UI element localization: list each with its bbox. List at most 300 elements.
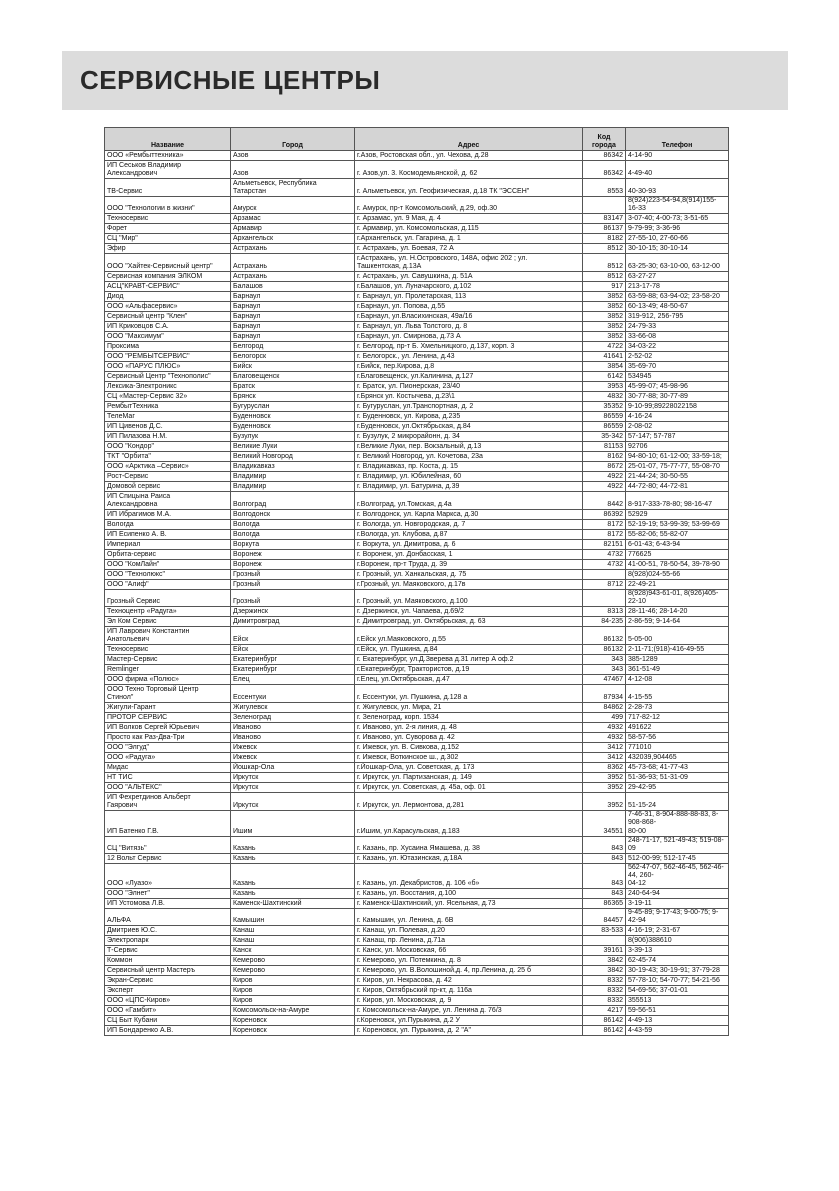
cell-name: Лексика-Электроникс [105, 382, 231, 392]
cell-city: Великий Новгород [231, 452, 355, 462]
table-row [105, 312, 729, 322]
cell-address: г. Камышин, ул. Ленина, д. 6В [355, 909, 583, 926]
cell-address: г. Астрахань, ул. Савушкина, д. 51А [355, 272, 583, 282]
cell-city: Владимир [231, 472, 355, 482]
table-row [105, 936, 729, 946]
cell-address: г. Бугуруслан, ул.Транспортная, д. 2 [355, 402, 583, 412]
table-row [105, 743, 729, 753]
cell-name: СЦ Быт Кубани [105, 1016, 231, 1026]
cell-address: г.Архангельск, ул. Гагарина, д. 1 [355, 234, 583, 244]
cell-name: ИП Бондаренко А.В. [105, 1026, 231, 1036]
cell-name: АЛЬФА [105, 909, 231, 926]
cell-address: г. Буденновск, ул. Кирова, д.235 [355, 412, 583, 422]
table-row [105, 322, 729, 332]
cell-address: г. Владимир, ул. Батурина, д.39 [355, 482, 583, 492]
cell-address: г. Казань, ул. Восстания, д.100 [355, 889, 583, 899]
cell-name: Эксперт [105, 986, 231, 996]
cell-city: Грозный [231, 580, 355, 590]
cell-name: Remlinger [105, 665, 231, 675]
cell-city: Елец [231, 675, 355, 685]
cell-city-code: 8512 [583, 244, 626, 254]
cell-city: Канск [231, 946, 355, 956]
cell-city: Бийск [231, 362, 355, 372]
cell-address: г.Вологда, ул. Клубова, д.87 [355, 530, 583, 540]
cell-city-code: 86392 [583, 510, 626, 520]
cell-city: Кемерово [231, 966, 355, 976]
table-row [105, 853, 729, 863]
cell-address: г. Вологда, ул. Новгородская, д. 7 [355, 520, 583, 530]
cell-phone: 2-08-02 [626, 422, 729, 432]
cell-name: ООО "Максимум" [105, 332, 231, 342]
table-row [105, 442, 729, 452]
cell-city: Киров [231, 976, 355, 986]
cell-city: Ишим [231, 811, 355, 836]
cell-city-code: 86142 [583, 1026, 626, 1036]
cell-address: г. Грозный, ул. Маяковского, д.100 [355, 590, 583, 607]
cell-city-code: 82151 [583, 540, 626, 550]
table-row [105, 161, 729, 179]
cell-phone: 8(906)388610 [626, 936, 729, 946]
table-row [105, 422, 729, 432]
cell-name: ИП Цивенов Д.С. [105, 422, 231, 432]
cell-phone: 27-55-10, 27-60-66 [626, 234, 729, 244]
cell-address: г. Грозный, ул. Ханкальская, д. 75 [355, 570, 583, 580]
cell-city: Вологда [231, 520, 355, 530]
table-row [105, 472, 729, 482]
cell-city-code: 8672 [583, 462, 626, 472]
cell-city-code: 8172 [583, 530, 626, 540]
table-row [105, 372, 729, 382]
cell-name: Экран-Сервис [105, 976, 231, 986]
cell-city: Камышин [231, 909, 355, 926]
cell-address: г. Барнаул, ул. Льва Толстого, д. 8 [355, 322, 583, 332]
table-row [105, 254, 729, 272]
cell-name: ПРОТОР СЕРВИС [105, 713, 231, 723]
cell-phone: 34-03-22 [626, 342, 729, 352]
cell-address: г. Ижевск, Воткинское ш., д.302 [355, 753, 583, 763]
cell-phone: 776625 [626, 550, 729, 560]
cell-city-code: 8712 [583, 580, 626, 590]
cell-phone: 30-77-88; 30-77-89 [626, 392, 729, 402]
cell-address: г. Волгодонск, ул. Карла Маркса, д.30 [355, 510, 583, 520]
cell-city-code: 86559 [583, 422, 626, 432]
cell-city-code: 3854 [583, 362, 626, 372]
cell-address: г. Каменск-Шахтинский, ул. Ясельная, д.73 [355, 899, 583, 909]
cell-city-code: 86559 [583, 412, 626, 422]
cell-city: Екатеринбург [231, 655, 355, 665]
cell-city: Грозный [231, 590, 355, 607]
table-row [105, 492, 729, 510]
cell-city: Канаш [231, 936, 355, 946]
cell-city: Азов [231, 151, 355, 161]
cell-phone: 54-69-56; 37-01-01 [626, 986, 729, 996]
table-row [105, 580, 729, 590]
cell-city-code: 8182 [583, 234, 626, 244]
cell-city: Барнаул [231, 322, 355, 332]
cell-phone: 94-80-10; 61-12-00; 33-59-18; [626, 452, 729, 462]
cell-address: г. Иркутск, ул. Партизанская, д. 149 [355, 773, 583, 783]
cell-phone: 355513 [626, 996, 729, 1006]
cell-city-code: 84-235 [583, 617, 626, 627]
cell-city-code: 81153 [583, 442, 626, 452]
cell-address: г.Воронеж, пр-т Труда, д. 39 [355, 560, 583, 570]
cell-phone: 57-78-10; 54-70-77; 54-21-56 [626, 976, 729, 986]
cell-name: ООО "Кондор" [105, 442, 231, 452]
cell-phone: 7-46-31, 8-904-888-88-83, 8-908-868- 80-00 [626, 811, 729, 836]
table-row [105, 665, 729, 675]
cell-city: Благовещенск [231, 372, 355, 382]
cell-phone: 63-59-88; 63-94-02; 23-58-20 [626, 292, 729, 302]
cell-address: г.Барнаул, ул. Попова, д.55 [355, 302, 583, 312]
cell-name: НТ ТИС [105, 773, 231, 783]
table-row [105, 976, 729, 986]
cell-name: Эфир [105, 244, 231, 254]
cell-phone: 52-19-19; 53-99-39; 53-99-69 [626, 520, 729, 530]
cell-name: Просто как Раз-Два-Три [105, 733, 231, 743]
cell-phone: 4-15-55 [626, 685, 729, 703]
cell-phone: 240-64-94 [626, 889, 729, 899]
cell-city-code: 35-342 [583, 432, 626, 442]
cell-phone: 44-72-80; 44-72-81 [626, 482, 729, 492]
cell-address: г. Владикавказ, пр. Коста, д. 15 [355, 462, 583, 472]
cell-phone: 30-10-15; 30-10-14 [626, 244, 729, 254]
table-row [105, 793, 729, 811]
cell-address: г. Казань, ул. Ютазинская, д.18А [355, 853, 583, 863]
cell-city-code [583, 590, 626, 607]
cell-phone: 35-69-70 [626, 362, 729, 372]
cell-city: Братск [231, 382, 355, 392]
cell-name: Сервисный Центр "Технополис" [105, 372, 231, 382]
cell-city: Архангельск [231, 234, 355, 244]
cell-city-code: 47467 [583, 675, 626, 685]
cell-phone: 29-42-95 [626, 783, 729, 793]
table-row [105, 282, 729, 292]
cell-phone: 9-79-99; 3-36-96 [626, 224, 729, 234]
cell-city-code: 4722 [583, 342, 626, 352]
table-row [105, 986, 729, 996]
table-row [105, 1006, 729, 1016]
cell-phone: 62-45-74 [626, 956, 729, 966]
cell-name: ООО "Элгуд" [105, 743, 231, 753]
cell-address: г. Канаш, пр. Ленина, д.71а [355, 936, 583, 946]
cell-address: г.Балашов, ул. Луначарского, д.102 [355, 282, 583, 292]
table-row [105, 675, 729, 685]
column-header-address: Адрес [355, 128, 583, 151]
table-row [105, 520, 729, 530]
cell-name: ТКТ "Орбита" [105, 452, 231, 462]
cell-city-code: 843 [583, 836, 626, 853]
cell-phone: 2-11-71;(918)-416-49-55 [626, 645, 729, 655]
cell-address: г.Благовещенск, ул.Калинина, д.127 [355, 372, 583, 382]
cell-phone: 58-57-56 [626, 733, 729, 743]
table-row [105, 272, 729, 282]
cell-phone: 512-00-99; 512-17-45 [626, 853, 729, 863]
cell-city: Великие Луки [231, 442, 355, 452]
cell-phone: 24-79-33 [626, 322, 729, 332]
cell-phone: 361-51-49 [626, 665, 729, 675]
cell-address: г. Жигулевск, ул. Мира, 21 [355, 703, 583, 713]
cell-phone: 9-10-99;89228022158 [626, 402, 729, 412]
cell-city-code: 3852 [583, 302, 626, 312]
table-row [105, 179, 729, 197]
cell-city-code: 4932 [583, 733, 626, 743]
cell-address: г.Ейск ул.Маяковского, д.55 [355, 627, 583, 645]
table-row [105, 645, 729, 655]
cell-name: Диод [105, 292, 231, 302]
table-row [105, 292, 729, 302]
cell-address: г. Белогорск., ул. Ленина, д.43 [355, 352, 583, 362]
table-row [105, 530, 729, 540]
cell-address: г. Иркутск, ул. Советская, д. 45а, оф. 01 [355, 783, 583, 793]
cell-city-code: 8332 [583, 976, 626, 986]
cell-city-code: 3412 [583, 743, 626, 753]
cell-address: г. Астрахань, ул. Боевая, 72 А [355, 244, 583, 254]
cell-name: ООО «Луазо» [105, 863, 231, 888]
cell-name: Техноцентр «Радуга» [105, 607, 231, 617]
cell-city: Владикавказ [231, 462, 355, 472]
cell-address: г. Братск, ул. Пионерская, 23/40 [355, 382, 583, 392]
table-row [105, 763, 729, 773]
cell-phone: 52929 [626, 510, 729, 520]
cell-city: Казань [231, 853, 355, 863]
cell-city: Иркутск [231, 793, 355, 811]
cell-city-code: 8362 [583, 763, 626, 773]
cell-city: Ейск [231, 645, 355, 655]
cell-phone: 771010 [626, 743, 729, 753]
cell-phone: 60-13-49; 48-50-67 [626, 302, 729, 312]
cell-city-code: 8313 [583, 607, 626, 617]
cell-address: г.Буденновск, ул.Октябрьская, д.84 [355, 422, 583, 432]
cell-city: Ессентуки [231, 685, 355, 703]
table-row [105, 836, 729, 853]
table-row [105, 655, 729, 665]
table-row [105, 382, 729, 392]
table-row [105, 713, 729, 723]
cell-address: г.Барнаул, ул.Власихинская, 49а/16 [355, 312, 583, 322]
cell-phone: 51-15-24 [626, 793, 729, 811]
cell-name: Орбита-сервис [105, 550, 231, 560]
cell-city: Буденновск [231, 422, 355, 432]
cell-phone: 9-45-89; 9-17-43; 9-00-75; 9-42-94 [626, 909, 729, 926]
column-header-name: Название [105, 128, 231, 151]
cell-city-code: 84457 [583, 909, 626, 926]
cell-phone: 8(928)943-61-01, 8(926)405-22-10 [626, 590, 729, 607]
cell-phone: 8(924)223-54-94,8(914)155-16-33 [626, 197, 729, 214]
cell-city-code: 84862 [583, 703, 626, 713]
cell-city: Димитровград [231, 617, 355, 627]
cell-city: Владимир [231, 482, 355, 492]
table-row [105, 560, 729, 570]
cell-address: г. Комсомольск-на-Амуре, ул. Ленина д. 76/3 [355, 1006, 583, 1016]
cell-city: Воркута [231, 540, 355, 550]
cell-address: г. Кореновск, ул. Пурыкина, д. 2 "А" [355, 1026, 583, 1036]
cell-name: СЦ «Мастер-Сервис 32» [105, 392, 231, 402]
cell-city-code: 3852 [583, 332, 626, 342]
cell-name: ООО Техно Торговый Центр Стинол" [105, 685, 231, 703]
table-row [105, 352, 729, 362]
table-row [105, 432, 729, 442]
table-row [105, 392, 729, 402]
cell-address: г. Азов,ул. 3. Космодемьянской, д. 62 [355, 161, 583, 179]
cell-name: ИП Криковцов С.А. [105, 322, 231, 332]
cell-city-code: 86342 [583, 151, 626, 161]
page-header-banner [62, 51, 788, 110]
cell-city-code: 86365 [583, 899, 626, 909]
cell-city: Иваново [231, 733, 355, 743]
cell-name: ИП Пилазова Н.М. [105, 432, 231, 442]
cell-city-code: 34551 [583, 811, 626, 836]
cell-city-code: 499 [583, 713, 626, 723]
cell-city: Дзержинск [231, 607, 355, 617]
cell-city: Ижевск [231, 743, 355, 753]
cell-name: Техносервис [105, 645, 231, 655]
cell-city: Азов [231, 161, 355, 179]
cell-name: ООО «Радуга» [105, 753, 231, 763]
cell-phone: 4-16-19; 2-31-67 [626, 926, 729, 936]
cell-address: г. Канск, ул. Московская, 66 [355, 946, 583, 956]
cell-city: Армавир [231, 224, 355, 234]
cell-city-code: 8553 [583, 179, 626, 197]
cell-city: Волгодонск [231, 510, 355, 520]
table-row [105, 244, 729, 254]
table-row [105, 482, 729, 492]
cell-phone: 491622 [626, 723, 729, 733]
service-centers-table [104, 127, 729, 1036]
cell-phone: 8(928)024-55-66 [626, 570, 729, 580]
table-row [105, 733, 729, 743]
cell-city: Буденновск [231, 412, 355, 422]
cell-name: ООО "Элнет" [105, 889, 231, 899]
cell-city: Иваново [231, 723, 355, 733]
cell-city: Амурск [231, 197, 355, 214]
cell-address: г. Белгород, пр-т Б. Хмельницкого, д.137, корп. 3 [355, 342, 583, 352]
table-row [105, 956, 729, 966]
cell-city: Ейск [231, 627, 355, 645]
cell-name: ИП Спицына Раиса Александровна [105, 492, 231, 510]
table-row [105, 811, 729, 836]
cell-name: 12 Вольт Сервис [105, 853, 231, 863]
cell-phone: 45-99-07; 45-98-96 [626, 382, 729, 392]
cell-address: г.Астрахань, ул. Н.Островского, 148А, офис 202 ; ул. Ташкентская, д.13А [355, 254, 583, 272]
cell-city: Жигулевск [231, 703, 355, 713]
cell-city: Бугуруслан [231, 402, 355, 412]
cell-city: Каменск-Шахтинский [231, 899, 355, 909]
cell-phone: 59-56-51 [626, 1006, 729, 1016]
cell-phone: 40-30-93 [626, 179, 729, 197]
cell-city-code: 3953 [583, 382, 626, 392]
cell-address: г. Ессентуки, ул. Пушкина, д.128 а [355, 685, 583, 703]
cell-name: ИП Лаврович Константин Анатольевич [105, 627, 231, 645]
table-row [105, 685, 729, 703]
cell-city: Астрахань [231, 254, 355, 272]
cell-phone: 562-47-07, 562-46-45, 562-46-44, 260- 04-12 [626, 863, 729, 888]
cell-phone: 534945 [626, 372, 729, 382]
cell-address: г.Брянск ул. Костычева, д.23\1 [355, 392, 583, 402]
cell-city-code: 8162 [583, 452, 626, 462]
cell-phone: 22-49-21 [626, 580, 729, 590]
cell-address: г. Воркута, ул. Димитрова, д. 6 [355, 540, 583, 550]
cell-name: Форет [105, 224, 231, 234]
cell-city-code: 35352 [583, 402, 626, 412]
cell-city-code: 843 [583, 853, 626, 863]
cell-city: Белгород [231, 342, 355, 352]
table-row [105, 332, 729, 342]
cell-name: ТВ-Сервис [105, 179, 231, 197]
cell-city-code: 3852 [583, 292, 626, 302]
cell-city: Барнаул [231, 302, 355, 312]
cell-city: Ижевск [231, 753, 355, 763]
table-row [105, 342, 729, 352]
cell-city-code: 4922 [583, 482, 626, 492]
table-row [105, 540, 729, 550]
cell-phone: 28-11-46; 28-14-20 [626, 607, 729, 617]
cell-name: АСЦ"КРАВТ-СЕРВИС" [105, 282, 231, 292]
cell-address: г. Иваново, ул. Суворова д. 42 [355, 733, 583, 743]
cell-phone: 213-17-78 [626, 282, 729, 292]
cell-name: ООО "Технологии в жизни" [105, 197, 231, 214]
table-row [105, 783, 729, 793]
cell-address: г. Барнаул, ул. Пролетарская, 113 [355, 292, 583, 302]
cell-city: Казань [231, 889, 355, 899]
cell-name: ИП Фехретдинов Альберт Гаярович [105, 793, 231, 811]
cell-name: ООО фирма «Полюс» [105, 675, 231, 685]
cell-city-code: 3952 [583, 783, 626, 793]
cell-name: Электропарк [105, 936, 231, 946]
cell-city-code: 8512 [583, 254, 626, 272]
cell-city-code: 917 [583, 282, 626, 292]
cell-name: Проксима [105, 342, 231, 352]
cell-city: Барнаул [231, 312, 355, 322]
cell-address: г. Канаш, ул. Полевая, д.20 [355, 926, 583, 936]
cell-city-code: 41641 [583, 352, 626, 362]
cell-city: Иркутск [231, 783, 355, 793]
cell-city: Альметьевск, Республика Татарстан [231, 179, 355, 197]
cell-name: Сервисный центр Мастеръ [105, 966, 231, 976]
table-row [105, 1016, 729, 1026]
cell-city-code: 343 [583, 665, 626, 675]
cell-city-code: 4832 [583, 392, 626, 402]
cell-address: г.Великие Луки, пер. Вокзальный, д.13 [355, 442, 583, 452]
cell-name: Т-Сервис [105, 946, 231, 956]
cell-city: Казань [231, 863, 355, 888]
cell-city-code [583, 570, 626, 580]
cell-name: Дмитриев Ю.С. [105, 926, 231, 936]
table-row [105, 570, 729, 580]
cell-city-code: 8172 [583, 520, 626, 530]
cell-address: г. Казань, ул. Декабристов, д. 106 «б» [355, 863, 583, 888]
table-row [105, 1026, 729, 1036]
cell-name: ООО «ЦПС-Киров» [105, 996, 231, 1006]
cell-city-code: 8332 [583, 996, 626, 1006]
cell-address: г. Киров, ул. Некрасова, д. 42 [355, 976, 583, 986]
cell-city: Кореновск [231, 1016, 355, 1026]
cell-city: Зеленоград [231, 713, 355, 723]
cell-city-code: 86132 [583, 627, 626, 645]
cell-city-code: 8442 [583, 492, 626, 510]
table-row [105, 627, 729, 645]
cell-address: г. Армавир, ул. Комсомольская, д.115 [355, 224, 583, 234]
cell-phone: 4-43-59 [626, 1026, 729, 1036]
cell-name: Эл Ком Сервис [105, 617, 231, 627]
cell-name: Сервисный центр "Клен" [105, 312, 231, 322]
cell-city: Казань [231, 836, 355, 853]
cell-city: Воронеж [231, 550, 355, 560]
table-row [105, 224, 729, 234]
cell-phone: 51-36-93; 51-31-09 [626, 773, 729, 783]
cell-name: ИП Батенко Г.В. [105, 811, 231, 836]
cell-phone: 2-52-02 [626, 352, 729, 362]
cell-city: Астрахань [231, 272, 355, 282]
